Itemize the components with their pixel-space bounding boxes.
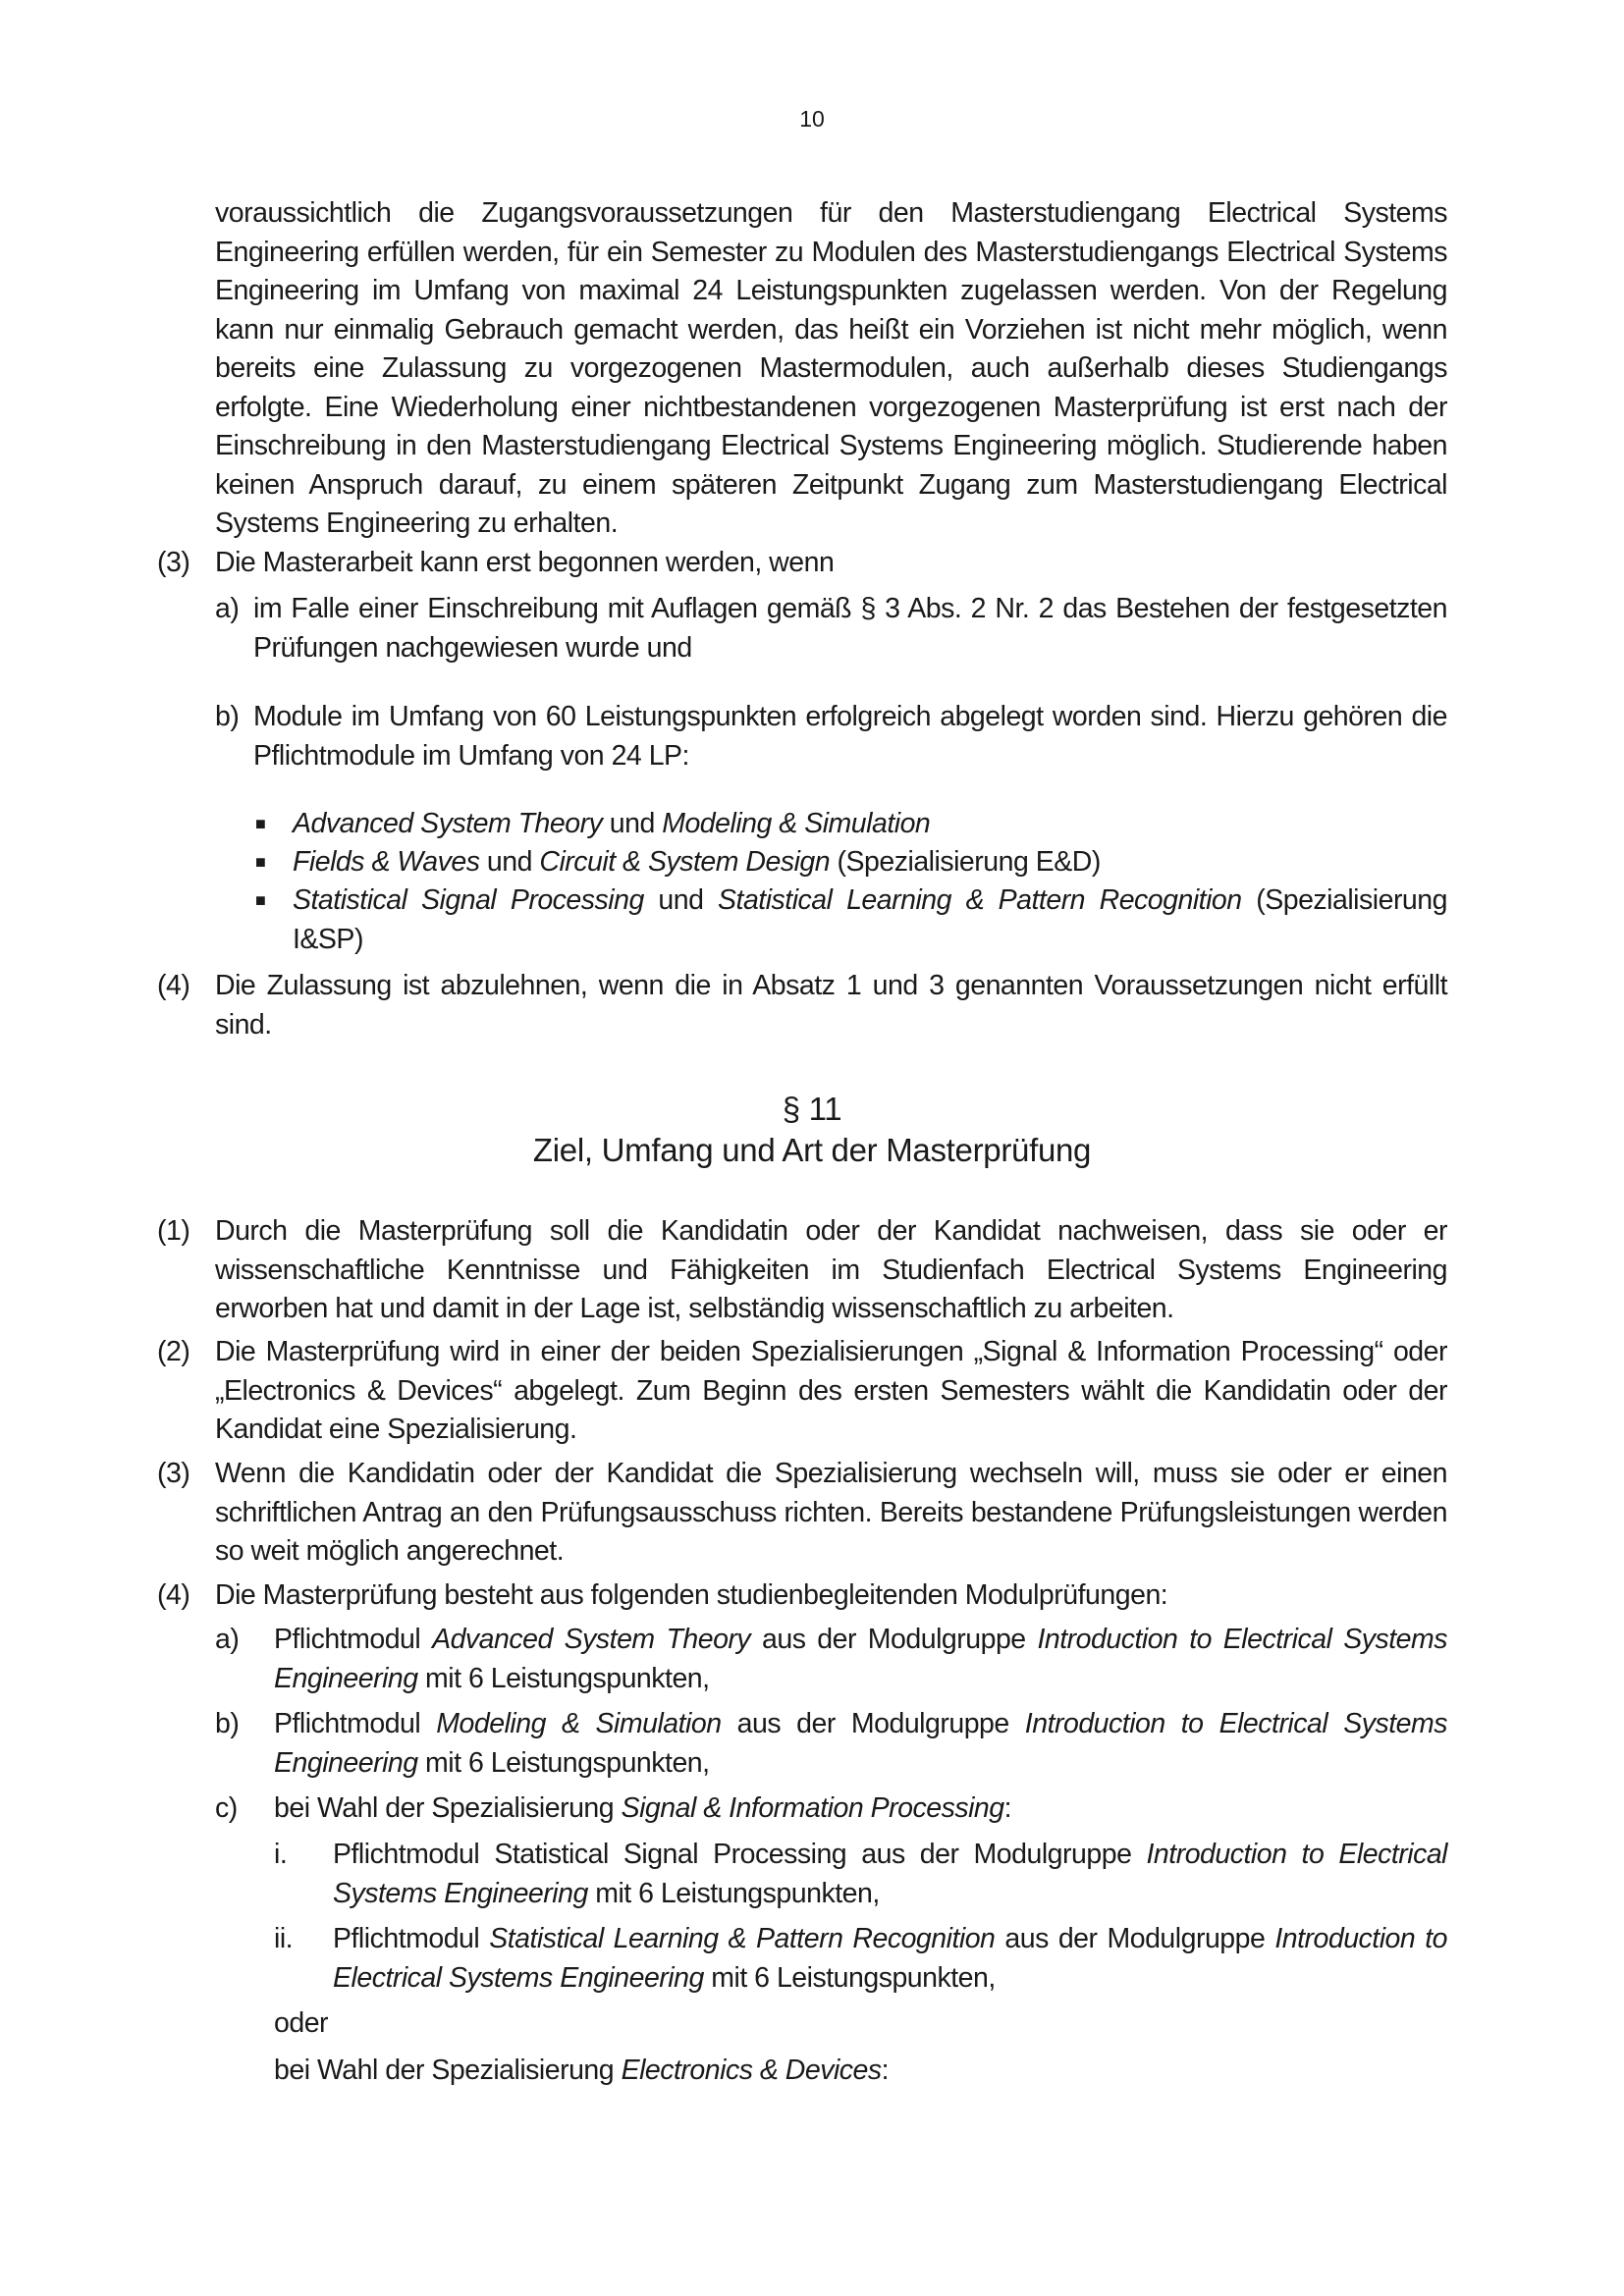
module-name: Fields & Waves — [293, 846, 480, 878]
module-group: Introduction to Electrical Systems Engineering — [333, 1923, 1447, 1994]
s11-4c-label: c) — [215, 1792, 238, 1824]
intro-paragraph: voraussichtlich die Zugangsvoraussetzungen für den Masterstudiengang Electrical Systems Engineering erfüllen werden, für ein Semester zu Modulen des Masterstudiengangs Electrical Systems Engineering im Umfang von maximal 24 Leistungspunkten zugelassen werden. Von der Regelung kann nur einmalig Gebrauch gemacht werden, das heißt ein Vorziehen ist nicht mehr möglich, wenn bereits eine Zulassung zu vorgezogenen Mastermodulen, auch außerhalb dieses Studiengangs erfolgte. Eine Wiederholung einer nichtbestandenen vorgezogenen Masterprüfung ist erst nach der Einschreibung in den Masterstudiengang Electrical Systems Engineering möglich. Studierende haben keinen Anspruch darauf, zu einem späteren Zeitpunkt Zugang zum Masterstudiengang Electrical Systems Engineering zu erhalten. — [215, 197, 1447, 539]
s11-4c-text — [274, 1789, 1447, 1829]
conjunction: und — [602, 808, 663, 839]
module-name: Modeling & Simulation — [662, 808, 931, 839]
s10-3a-text: im Falle einer Einschreibung mit Auflagen gemäß § 3 Abs. 2 Nr. 2 das Bestehen der festgesetzten Prüfungen nachgewiesen wurde und — [253, 593, 1447, 664]
s10-3a-label: a) — [215, 593, 240, 624]
module-name: Advanced System Theory — [432, 1624, 751, 1655]
bullet-item — [293, 843, 1447, 882]
s11-4ci-label: i. — [274, 1839, 288, 1870]
s11-3-number: (3) — [157, 1458, 190, 1489]
text-run: bei Wahl der Spezialisierung — [274, 1792, 622, 1824]
specialization-name: Electronics & Devices — [621, 2055, 882, 2086]
s11-4b-text — [274, 1705, 1447, 1783]
s11-4cii-label: ii. — [274, 1923, 294, 1954]
bullet-icon: ■ — [255, 890, 266, 910]
s11-4-text: Die Masterprüfung besteht aus folgenden studienbegleitenden Modulprüfungen: — [215, 1579, 1168, 1611]
module-group: Introduction to Electrical Systems Engineering — [274, 1624, 1447, 1694]
s11-3-text: Wenn die Kandidatin oder der Kandidat die Spezialisierung wechseln will, muss sie oder er einen schriftlichen Antrag an den Prüfungsausschuss richten. Bereits bestandene Prüfungsleistungen werden so weit möglich angerechnet. — [215, 1458, 1447, 1567]
bullet-icon: ■ — [255, 852, 266, 872]
s11-4cii-text — [333, 1920, 1447, 1998]
bullet-item — [293, 881, 1447, 959]
conjunction: und — [479, 846, 540, 878]
text-run: aus der Modulgruppe — [750, 1624, 1038, 1655]
s10-3b-text: Module im Umfang von 60 Leistungspunkten erfolgreich abgelegt worden sind. Hierzu gehören die Pflichtmodule im Umfang von 24 LP: — [253, 701, 1447, 772]
s11-4-alt-text — [274, 2052, 1447, 2091]
module-name: Statistical Learning & Pattern Recognition — [718, 884, 1242, 916]
text-run: mit 6 Leistungspunkten, — [703, 1961, 996, 1994]
s10-3b-label: b) — [215, 701, 240, 732]
text-run: aus der Modulgruppe — [995, 1923, 1275, 1954]
s11-4a-label: a) — [215, 1624, 240, 1655]
page-number: 10 — [799, 106, 825, 132]
s10-3-text: Die Masterarbeit kann erst begonnen werden, wenn — [215, 547, 835, 578]
oder-connector: oder — [274, 2007, 329, 2039]
specialization-name: Signal & Information Processing — [621, 1792, 1004, 1824]
specialization-note: (Spezialisierung E&D) — [830, 846, 1101, 878]
text-run: mit 6 Leistungspunkten, — [587, 1877, 880, 1909]
s11-1-text: Durch die Masterprüfung soll die Kandidatin oder der Kandidat nachweisen, dass sie oder er wissenschaftliche Kenntnisse und Fähigkeiten im Studienfach Electrical Systems Engineering erworben hat und damit in der Lage ist, selbständig wissenschaftlich zu arbeiten. — [215, 1215, 1447, 1324]
section-symbol: § 11 — [782, 1091, 842, 1127]
s11-4a-text — [274, 1621, 1447, 1698]
text-run: : — [881, 2055, 890, 2086]
s11-1-number: (1) — [157, 1215, 190, 1247]
text-run: Pflichtmodul Statistical Signal Processing aus der Modulgruppe — [333, 1839, 1147, 1870]
s11-2-number: (2) — [157, 1336, 190, 1367]
bullet-icon: ■ — [255, 814, 266, 833]
module-group: Introduction to Electrical Systems Engineering — [333, 1839, 1447, 1909]
text-run: Pflichtmodul — [274, 1708, 437, 1739]
s10-4-text: Die Zulassung ist abzulehnen, wenn die in Absatz 1 und 3 genannten Voraussetzungen nicht erfüllt sind. — [215, 970, 1447, 1041]
module-name: Statistical Signal Processing — [293, 884, 644, 916]
s10-3-number: (3) — [157, 547, 190, 578]
s11-4b-label: b) — [215, 1708, 240, 1739]
module-name: Statistical Learning & Pattern Recognition — [489, 1923, 996, 1954]
text-run: Pflichtmodul — [274, 1624, 433, 1655]
s11-2-text: Die Masterprüfung wird in einer der beiden Spezialisierungen „Signal & Information Processing“ oder „Electronics & Devices“ abgelegt. Zum Beginn des ersten Semesters wählt die Kandidatin oder der Kandidat eine Spezialisierung. — [215, 1336, 1447, 1445]
s11-4ci-text — [333, 1836, 1447, 1913]
section-title: Ziel, Umfang und Art der Masterprüfung — [532, 1132, 1092, 1168]
module-name: Advanced System Theory — [293, 808, 603, 839]
conjunction: und — [643, 884, 719, 916]
bullet-item — [293, 805, 1447, 844]
s10-4-number: (4) — [157, 970, 190, 1001]
module-name: Modeling & Simulation — [436, 1708, 722, 1739]
s11-4-number: (4) — [157, 1579, 190, 1611]
module-name: Circuit & System Design — [539, 846, 831, 878]
text-run: mit 6 Leistungspunkten, — [417, 1662, 710, 1694]
module-group: Introduction to Electrical Systems Engineering — [274, 1708, 1448, 1779]
specialization-note: (Spezialisierung I&SP) — [293, 884, 1447, 955]
text-run: aus der Modulgruppe — [721, 1708, 1025, 1739]
text-run: Pflichtmodul — [333, 1923, 490, 1954]
text-run: bei Wahl der Spezialisierung — [274, 2055, 622, 2086]
text-run: mit 6 Leistungspunkten, — [417, 1746, 710, 1779]
text-run: : — [1003, 1792, 1012, 1824]
